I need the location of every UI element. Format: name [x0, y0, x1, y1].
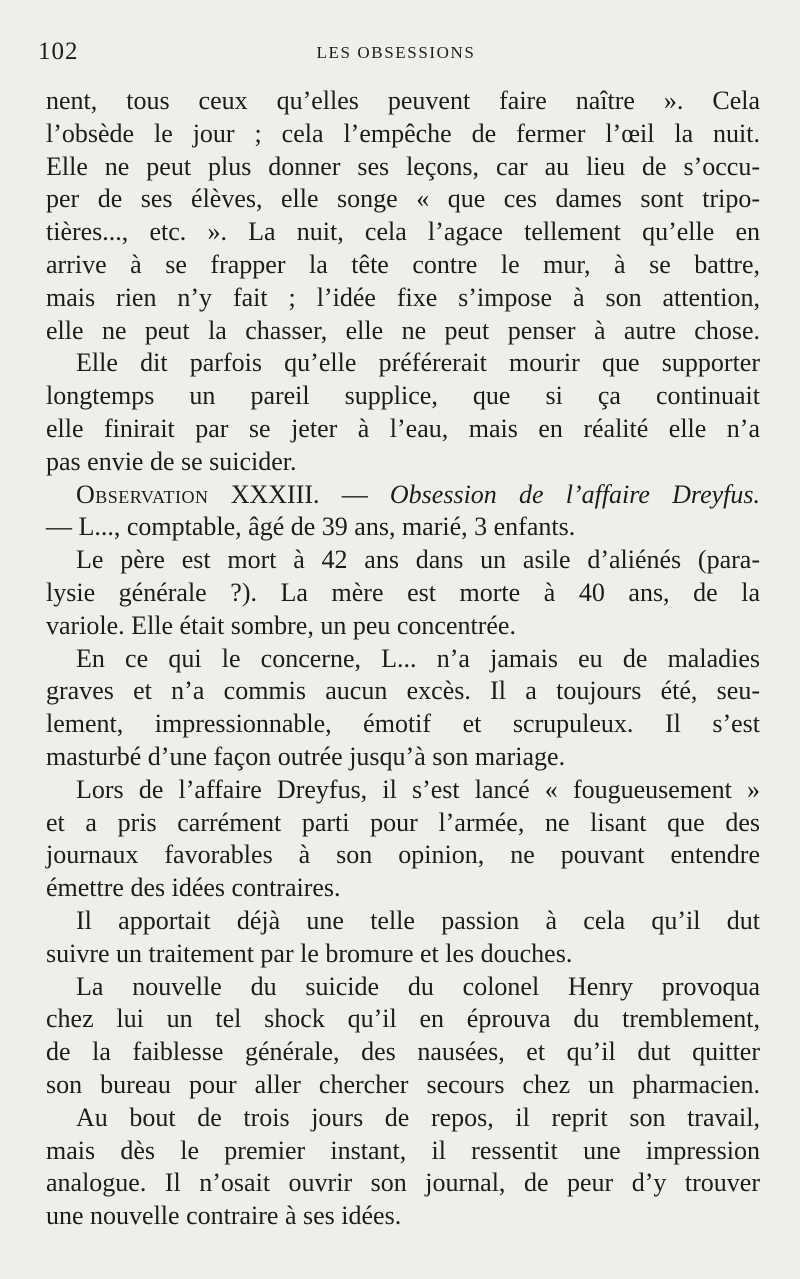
- observation-dash: —: [319, 479, 390, 509]
- observation-label: Observation: [76, 479, 209, 509]
- text-line: Elle dit parfois qu’elle préférerait mourir que supporter: [76, 348, 760, 378]
- text-line: de la faiblesse générale, des nausées, et qu’il dut quitter: [46, 1037, 760, 1067]
- text-line: une nouvelle contraire à ses idées.: [46, 1201, 402, 1231]
- text-line: suivre un traitement par le bromure et les douches.: [46, 938, 573, 968]
- page-number: 102: [38, 38, 79, 65]
- text-line: Lors de l’affaire Dreyfus, il s’est lancé « fougueusement »: [76, 774, 760, 804]
- text-line: variole. Elle était sombre, un peu concentrée.: [46, 610, 516, 640]
- text-line: lement, impressionnable, émotif et scrupuleux. Il s’est: [46, 709, 760, 739]
- text-line: per de ses élèves, elle songe « que ces dames sont tripo-: [46, 184, 760, 214]
- text-line: Elle ne peut plus donner ses leçons, car au lieu de s’occu-: [46, 151, 760, 181]
- text-line: arrive à se frapper la tête contre le mur, à se battre,: [46, 249, 760, 279]
- text-line: et a pris carrément parti pour l’armée, ne lisant que des: [46, 807, 760, 837]
- text-line: La nouvelle du suicide du colonel Henry provoqua: [76, 971, 760, 1001]
- body-text: [46, 85, 760, 1233]
- observation-title: Obsession de l’affaire Dreyfus.: [389, 479, 760, 509]
- page-header: [38, 38, 754, 74]
- text-line: l’obsède le jour ; cela l’empêche de fermer l’œil la nuit.: [46, 118, 760, 148]
- text-line: Il apportait déjà une telle passion à cela qu’il dut: [76, 905, 760, 935]
- text-line: Le père est mort à 42 ans dans un asile d’aliénés (para-: [76, 545, 760, 575]
- text-line: nent, tous ceux qu’elles peuvent faire naître ». Cela: [46, 86, 760, 115]
- text-line: analogue. Il n’osait ouvrir son journal, de peur d’y trouver: [46, 1168, 760, 1198]
- text-line: Au bout de trois jours de repos, il reprit son travail,: [76, 1102, 760, 1132]
- observation-number: XXXIII.: [230, 479, 320, 509]
- text-line: mais dès le premier instant, il ressentit une impression: [46, 1135, 760, 1165]
- text-line: — L..., comptable, âgé de 39 ans, marié, 3 enfants.: [46, 512, 576, 542]
- text-line: elle finirait par se jeter à l’eau, mais en réalité elle n’a: [46, 413, 760, 443]
- text-line: chez lui un tel shock qu’il en éprouva du tremblement,: [46, 1004, 760, 1034]
- text-line: pas envie de se suicider.: [46, 446, 297, 476]
- text-line: tières..., etc. ». La nuit, cela l’agace tellement qu’elle en: [46, 217, 760, 247]
- text-line: mais rien n’y fait ; l’idée fixe s’impose à son attention,: [46, 282, 760, 312]
- text-line: [46, 479, 760, 512]
- text-line: En ce qui le concerne, L... n’a jamais eu de maladies: [76, 643, 760, 673]
- text-line: graves et n’a commis aucun excès. Il a toujours été, seu-: [46, 676, 760, 706]
- running-title: LES OBSESSIONS: [316, 43, 476, 62]
- text-line: longtemps un pareil supplice, que si ça continuait: [46, 381, 760, 411]
- text-line: émettre des idées contraires.: [46, 873, 341, 903]
- text-line: son bureau pour aller chercher secours chez un pharmacien.: [46, 1069, 760, 1099]
- text-line: masturbé d’une façon outrée jusqu’à son mariage.: [46, 741, 566, 771]
- text-line: lysie générale ?). La mère est morte à 40 ans, de la: [46, 577, 760, 607]
- text-line: journaux favorables à son opinion, ne pouvant entendre: [46, 840, 760, 870]
- text-line: elle ne peut la chasser, elle ne peut penser à autre chose.: [46, 315, 760, 345]
